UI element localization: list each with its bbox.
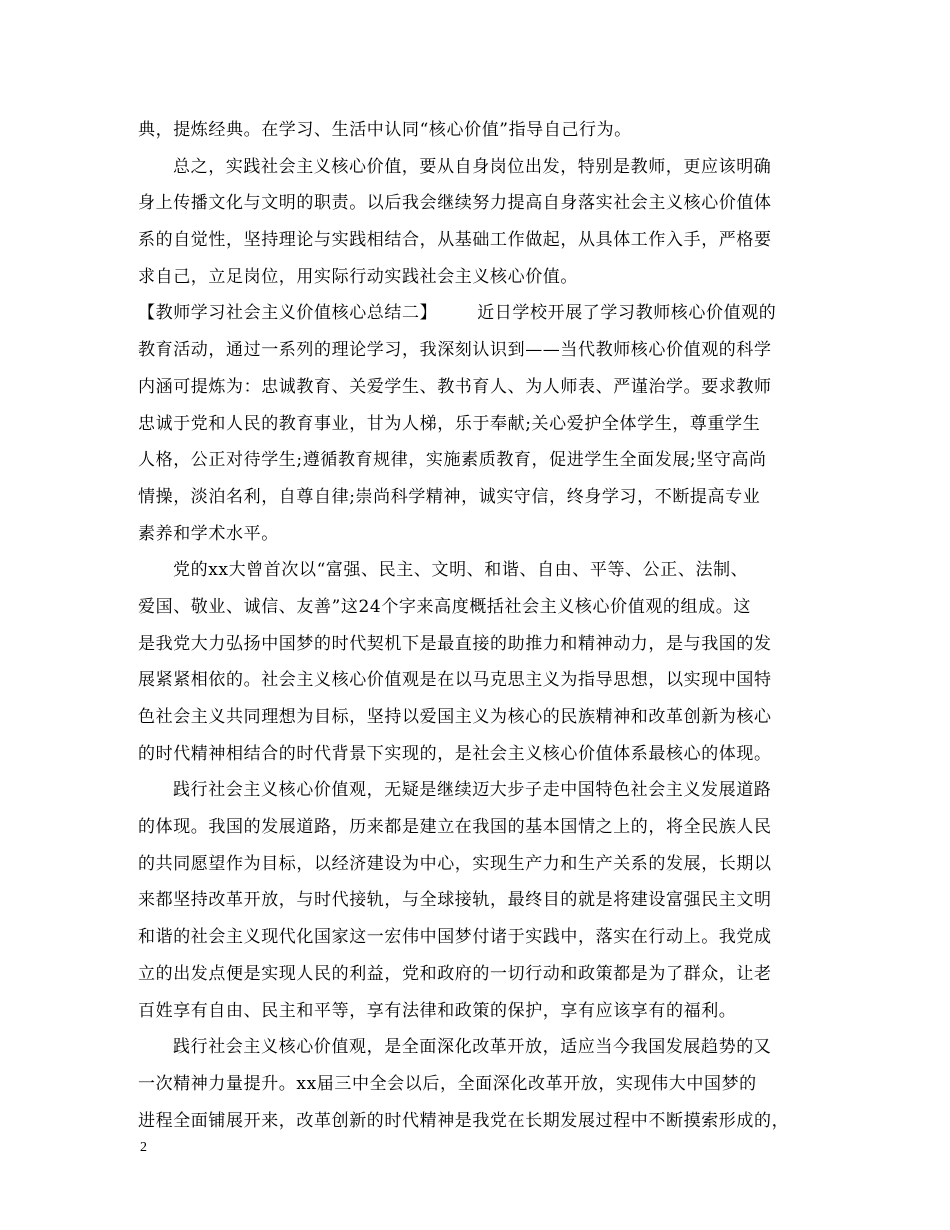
text-line: 的体现。我国的发展道路，历来都是建立在我国的基本国情之上的，将全民族人民 xyxy=(138,817,772,838)
section-heading: 【教师学习社会主义价值核心总结二】 xyxy=(138,303,438,324)
heading-line xyxy=(138,295,813,332)
text-line: 展紧紧相依的。社会主义核心价值观是在以马克思主义为指导思想，以实现中国特 xyxy=(138,670,772,691)
text-line: 的时代精神相结合的时代背景下实现的，是社会主义核心价值体系最核心的体现。 xyxy=(138,743,772,764)
text-line: 百姓享有自由、民主和平等，享有法律和政策的保护，享有应该享有的福利。 xyxy=(138,1000,737,1021)
text-line: 忠诚于党和人民的教育事业，甘为人梯，乐于奉献;关心爱护全体学生，尊重学生 xyxy=(138,413,761,434)
text-line: 教育活动，通过一系列的理论学习，我深刻认识到——当代教师核心价值观的科学 xyxy=(138,340,772,361)
paragraph-start-line: 党的xx大曾首次以“富强、民主、文明、和谐、自由、平等、公正、法制、 xyxy=(173,560,749,581)
document-body xyxy=(138,112,813,1139)
text-line: 和谐的社会主义现代化国家这一宏伟中国梦付诸于实践中，落实在行动上。我党成 xyxy=(138,927,772,948)
text-line: 爱国、敬业、诚信、友善”这24个字来高度概括社会主义核心价值观的组成。这 xyxy=(138,596,751,617)
text-line: 素养和学术水平。 xyxy=(138,523,279,544)
text-line: 近日学校开展了学习教师核心价值观的 xyxy=(477,303,777,324)
text-line: 来都坚持改革开放，与时代接轨，与全球接轨，最终目的就是将建设富强民主文明 xyxy=(138,890,772,911)
text-line: 进程全面铺展开来，改革创新的时代精神是我党在长期发展过程中不断摸索形成的， xyxy=(138,1110,790,1131)
text-line: 典，提炼经典。在学习、生活中认同“核心价值”指导自己行为。 xyxy=(138,120,632,140)
paragraph-start-line: 践行社会主义核心价值观，无疑是继续迈大步子走中国特色社会主义发展道路 xyxy=(173,780,772,801)
page-number: 2 xyxy=(140,1140,147,1155)
text-line: 情操，淡泊名利，自尊自律;崇尚科学精神，诚实守信，终身学习，不断提高专业 xyxy=(138,486,761,507)
text-line: 系的自觉性，坚持理论与实践相结合，从基础工作做起，从具体工作入手，严格要 xyxy=(138,230,772,251)
text-line: 的共同愿望作为目标，以经济建设为中心，实现生产力和生产关系的发展，长期以 xyxy=(138,853,772,874)
text-line: 一次精神力量提升。xx届三中全会以后，全面深化改革开放，实现伟大中国梦的 xyxy=(138,1073,757,1094)
text-line: 内涵可提炼为：忠诚教育、关爱学生、教书育人、为人师表、严谨治学。要求教师 xyxy=(138,376,772,397)
paragraph-start-line: 践行社会主义核心价值观，是全面深化改革开放，适应当今我国发展趋势的又 xyxy=(173,1037,772,1058)
text-line: 色社会主义共同理想为目标，坚持以爱国主义为核心的民族精神和改革创新为核心 xyxy=(138,707,772,727)
text-line: 人格，公正对待学生;遵循教育规律，实施素质教育，促进学生全面发展;坚守高尚 xyxy=(138,450,767,471)
paragraph-start-line: 总之，实践社会主义核心价值，要从自身岗位出发，特别是教师，更应该明确 xyxy=(173,156,772,177)
text-line: 身上传播文化与文明的职责。以后我会继续努力提高自身落实社会主义核心价值体 xyxy=(138,193,772,214)
text-line: 是我党大力弘扬中国梦的时代契机下是最直接的助推力和精神动力，是与我国的发 xyxy=(138,633,772,654)
text-line: 立的出发点便是实现人民的利益，党和政府的一切行动和政策都是为了群众，让老 xyxy=(138,963,772,984)
text-line: 求自己，立足岗位，用实际行动实践社会主义核心价值。 xyxy=(138,266,578,287)
